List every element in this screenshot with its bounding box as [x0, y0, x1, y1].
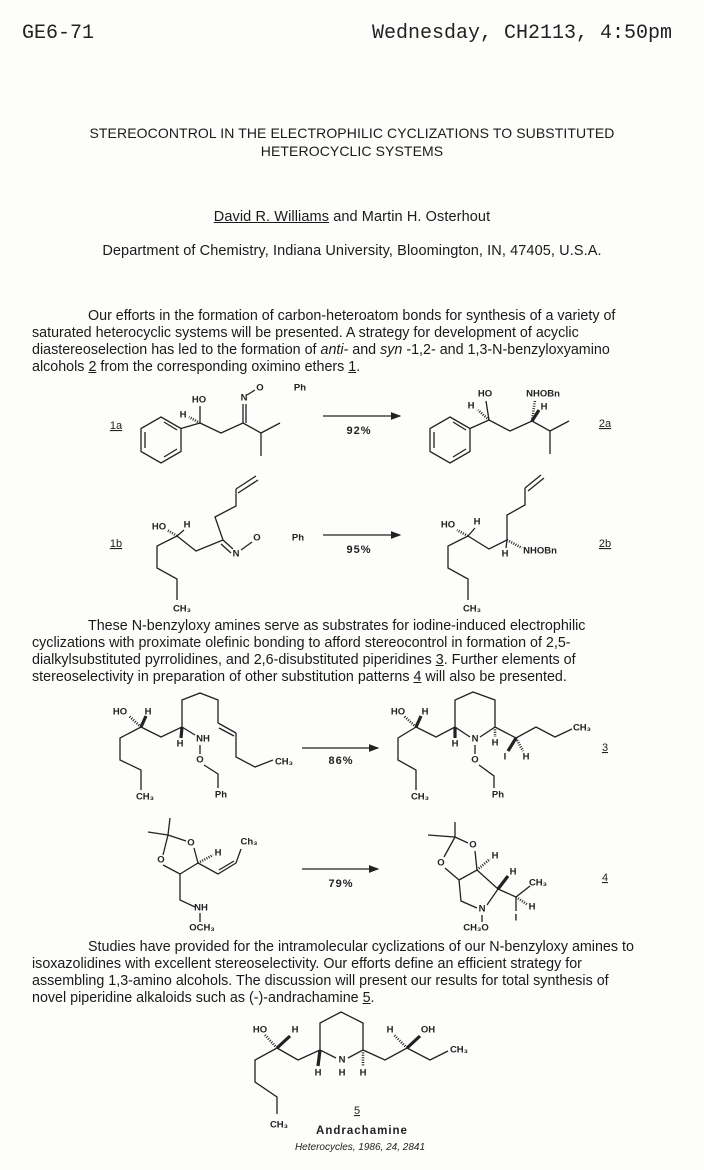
- wedge-bond: [318, 1050, 320, 1066]
- yield-label: 79%: [328, 878, 354, 890]
- atom-label: H: [179, 409, 187, 421]
- atom-label: H: [421, 706, 429, 718]
- vinyl-double-bond: [236, 476, 258, 493]
- piperidine-ring: [320, 1012, 363, 1058]
- wedge-bond: [416, 716, 421, 727]
- atom-label: N: [478, 903, 486, 915]
- bond: [455, 837, 468, 843]
- atom-label: OH: [420, 1024, 436, 1036]
- text-line: assembling 1,3-amino alcohols. The discussion will present our results for total synthesis of: [32, 973, 609, 989]
- italic-anti: anti-: [320, 342, 349, 358]
- atom-label: Ch₃: [240, 836, 258, 848]
- oxime-ether-chain: [247, 390, 255, 395]
- atom-label: CH₃: [269, 1119, 289, 1131]
- compound-2b-structure: [441, 475, 557, 615]
- atom-label: H: [509, 866, 517, 878]
- atom-label: N: [471, 733, 479, 745]
- andrachamine-structure: [253, 1012, 468, 1131]
- gem-dimethyl: [148, 818, 170, 835]
- imine-double-bond: [243, 404, 246, 423]
- bond: [194, 848, 198, 863]
- aminomethyl-chain: [180, 874, 195, 907]
- wedge-bond: [407, 1036, 420, 1048]
- vinyl-double-bond: [525, 475, 544, 491]
- benzyl-chain: [204, 765, 218, 788]
- atom-label: HO: [477, 388, 493, 400]
- bond: [475, 851, 477, 870]
- atom-label: Ph: [291, 532, 305, 544]
- abstract-code: GE6-71: [22, 22, 95, 45]
- bond: [550, 421, 569, 431]
- atom-label: O: [157, 854, 165, 866]
- presenting-author: David R. Williams: [213, 209, 330, 225]
- atom-label: I: [514, 912, 518, 924]
- session-info: Wednesday, CH2113, 4:50pm: [371, 22, 672, 45]
- ring-fusion: [459, 870, 498, 889]
- compound-label-4: 4: [601, 872, 609, 884]
- hashed-bond: [198, 855, 213, 863]
- yield-label: 95%: [346, 544, 372, 556]
- text: stereoselectivity in preparation of other substitution patterns: [32, 669, 414, 685]
- hashed-bond: [477, 859, 490, 870]
- atom-label: O: [469, 839, 477, 851]
- atom-label: O: [437, 857, 445, 869]
- reactant-3-structure: [113, 693, 293, 803]
- compound-ref: 5: [362, 990, 371, 1006]
- atom-label: CH₃O: [463, 922, 489, 934]
- atom-label: HO: [440, 519, 456, 531]
- atom-label: N: [232, 548, 240, 560]
- atom-label: H: [501, 548, 509, 560]
- carbon-chain: [181, 423, 261, 456]
- atom-label: CH₃: [172, 603, 192, 615]
- atom-label: OCH₃: [189, 922, 215, 934]
- imine-double-bond: [221, 540, 233, 553]
- atom-label: CH₃: [410, 791, 430, 803]
- text: and: [348, 342, 381, 358]
- reactant-4-structure: [148, 818, 258, 934]
- hashed-bond: [167, 530, 177, 536]
- compound-ref: 2: [88, 359, 97, 375]
- compound-label-1b: 1b: [109, 538, 123, 550]
- hashed-bond: [189, 417, 200, 423]
- italic-syn: syn: [380, 342, 403, 358]
- aromatic-bonds: [145, 422, 177, 457]
- text: will also be presented.: [421, 669, 567, 685]
- wedge-bond: [498, 876, 508, 889]
- atom-label: CH₃: [462, 603, 482, 615]
- bond: [445, 868, 459, 880]
- atom-label: O: [196, 754, 204, 766]
- bond: [506, 540, 507, 548]
- text: .: [356, 359, 361, 375]
- yield-label: 92%: [346, 425, 372, 437]
- scheme-1a: [110, 383, 612, 464]
- hashed-bond: [394, 1035, 407, 1048]
- text-line: These N-benzyloxy amines serve as substrates for iodine-induced electrophilic: [88, 618, 586, 634]
- atom-label: NH: [194, 902, 208, 914]
- text-line: Studies have provided for the intramolecular cyclizations of our N-benzyloxy amines to: [88, 939, 634, 955]
- atom-label: Ph: [214, 789, 228, 801]
- wedge-bond: [508, 738, 516, 751]
- scheme-4: [148, 818, 608, 934]
- atom-label: O: [471, 754, 479, 766]
- atom-label: Ph: [293, 382, 307, 394]
- atom-label: NHOBn: [523, 545, 557, 557]
- compound-label-2b: 2b: [598, 538, 612, 550]
- bond: [168, 835, 186, 841]
- compound-label-1a: 1a: [109, 420, 123, 432]
- wedge-bond: [277, 1036, 290, 1048]
- atom-label: H: [451, 738, 459, 750]
- hashed-bond: [457, 530, 468, 536]
- text-line: isoxazolidines with excellent stereoselectivity. Our efforts define an efficient strategy for: [32, 956, 582, 972]
- text-line: saturated heterocyclic systems will be presented. A strategy for development of acyclic: [32, 325, 579, 341]
- atom-label: O: [253, 532, 261, 544]
- atom-label: H: [176, 738, 184, 750]
- compound-1a-structure: [141, 383, 306, 464]
- butyl-chain: [120, 727, 141, 790]
- hashed-bond: [516, 897, 528, 905]
- text: diastereoselection has led to the formation of: [32, 342, 321, 358]
- compound-label-2a: 2a: [598, 418, 612, 430]
- hashed-bond: [265, 1035, 277, 1048]
- compound-1b-structure: [152, 476, 304, 615]
- text-line: Our efforts in the formation of carbon-heteroatom bonds for synthesis of a variety of: [88, 308, 616, 324]
- butyl-chain: [255, 1048, 277, 1114]
- atom-label: NH: [196, 733, 210, 745]
- compound-label-3: 3: [601, 742, 609, 754]
- text: alcohols: [32, 359, 89, 375]
- bond: [516, 886, 530, 897]
- wedge-bond: [141, 716, 146, 727]
- bond: [444, 837, 455, 857]
- scheme-3: [113, 692, 608, 803]
- text: -1,2- and 1,3-N-benzyloxyamino: [402, 342, 610, 358]
- atom-label: O: [256, 382, 264, 394]
- atom-label: CH₃: [135, 791, 155, 803]
- text: from the corresponding oximino ethers: [96, 359, 349, 375]
- carbon-chain: [141, 693, 218, 737]
- hashed-bond: [516, 738, 523, 751]
- text-line: cyclizations with proximate olefinic bonding to afford stereocontrol in formation of 2,5-: [32, 635, 571, 651]
- atom-label: N: [240, 392, 248, 404]
- product-4-structure: [428, 822, 547, 934]
- atom-label: HO: [151, 521, 167, 533]
- atom-label: CH₃: [274, 756, 294, 768]
- affiliation: Department of Chemistry, Indiana University, Bloomington, IN, 47405, U.S.A.: [102, 243, 602, 259]
- atom-label: H: [314, 1067, 322, 1079]
- butyl-chain: [157, 536, 177, 600]
- bond: [468, 528, 475, 536]
- bond: [177, 530, 184, 536]
- atom-label: HO: [252, 1024, 268, 1036]
- atom-label: H: [291, 1024, 299, 1036]
- butyl-chain: [448, 536, 468, 600]
- piperidine-ring: [455, 692, 495, 737]
- text: novel piperidine alkaloids such as (-)-andrachamine: [32, 990, 363, 1006]
- scheme-1b: [110, 475, 611, 615]
- atom-label: CH₃: [572, 722, 592, 734]
- atom-label: H: [467, 400, 475, 412]
- aromatic-bonds: [434, 422, 466, 457]
- text: .: [370, 990, 375, 1006]
- bond: [487, 889, 498, 905]
- bond: [498, 889, 516, 897]
- text: . Further elements of: [443, 652, 576, 668]
- carbon-chain: [277, 1048, 320, 1060]
- atom-label: O: [187, 837, 195, 849]
- atom-label: H: [386, 1024, 394, 1036]
- atom-label: H: [338, 1067, 346, 1079]
- wedge-bond: [181, 727, 182, 738]
- atom-label: HO: [112, 706, 128, 718]
- atom-label: H: [491, 737, 499, 749]
- compound-ref: 1: [348, 359, 357, 375]
- yield-label: 86%: [328, 755, 354, 767]
- bond: [182, 727, 195, 735]
- compound-name: Andrachamine: [316, 1125, 408, 1137]
- carbon-chain: [363, 1048, 448, 1060]
- product-3-structure: [391, 692, 591, 803]
- carbon-chain: [470, 420, 550, 454]
- compound-ref: 3: [435, 652, 444, 668]
- hashed-bond: [404, 716, 416, 727]
- atom-label: H: [473, 516, 481, 528]
- hashed-bond: [129, 716, 141, 727]
- bond: [163, 835, 168, 855]
- coauthor: and Martin H. Osterhout: [329, 209, 491, 225]
- pyrrolidine-ring: [459, 880, 477, 908]
- atom-label: H: [214, 847, 222, 859]
- gem-dimethyl: [428, 822, 455, 837]
- bond: [261, 423, 280, 433]
- atom-label: CH₃: [528, 877, 548, 889]
- literature-citation: Heterocycles, 1986, 24, 2841: [294, 1142, 426, 1153]
- compound-2a-structure: [430, 389, 569, 464]
- compound-label-5: 5: [353, 1105, 361, 1117]
- atom-label: I: [503, 751, 507, 763]
- carbon-chain: [416, 727, 455, 737]
- butyl-chain: [398, 727, 416, 790]
- atom-label: H: [528, 901, 536, 913]
- atom-label: H: [522, 751, 530, 763]
- text: dialkylsubstituted pyrrolidines, and 2,6-disubstituted piperidines: [32, 652, 436, 668]
- propyl-chain: [495, 727, 572, 738]
- oxime-ether-chain: [241, 542, 252, 550]
- atom-label: H: [359, 1067, 367, 1079]
- atom-label: NHOBn: [526, 388, 560, 400]
- benzene-ring: [430, 417, 470, 463]
- paper-title-line-1: STEREOCONTROL IN THE ELECTROPHILIC CYCLIZATIONS TO SUBSTITUTED: [89, 125, 615, 141]
- benzyl-chain: [479, 765, 494, 788]
- paper-title-line-2: HETEROCYCLIC SYSTEMS: [260, 143, 444, 159]
- atom-label: H: [183, 519, 191, 531]
- atom-label: CH₃: [449, 1044, 469, 1056]
- compound-ref: 4: [413, 669, 422, 685]
- hashed-bond: [507, 540, 522, 548]
- atom-label: H: [540, 401, 548, 413]
- carbon-chain: [236, 733, 273, 767]
- atom-label: N: [338, 1054, 346, 1066]
- atom-label: Ph: [491, 789, 505, 801]
- atom-label: HO: [390, 706, 406, 718]
- atom-label: H: [144, 706, 152, 718]
- olefin-double-bond: [218, 723, 236, 736]
- atom-label: HO: [191, 394, 207, 406]
- dioxolane-ring: [163, 863, 198, 874]
- atom-label: H: [491, 850, 499, 862]
- benzene-ring: [141, 417, 181, 463]
